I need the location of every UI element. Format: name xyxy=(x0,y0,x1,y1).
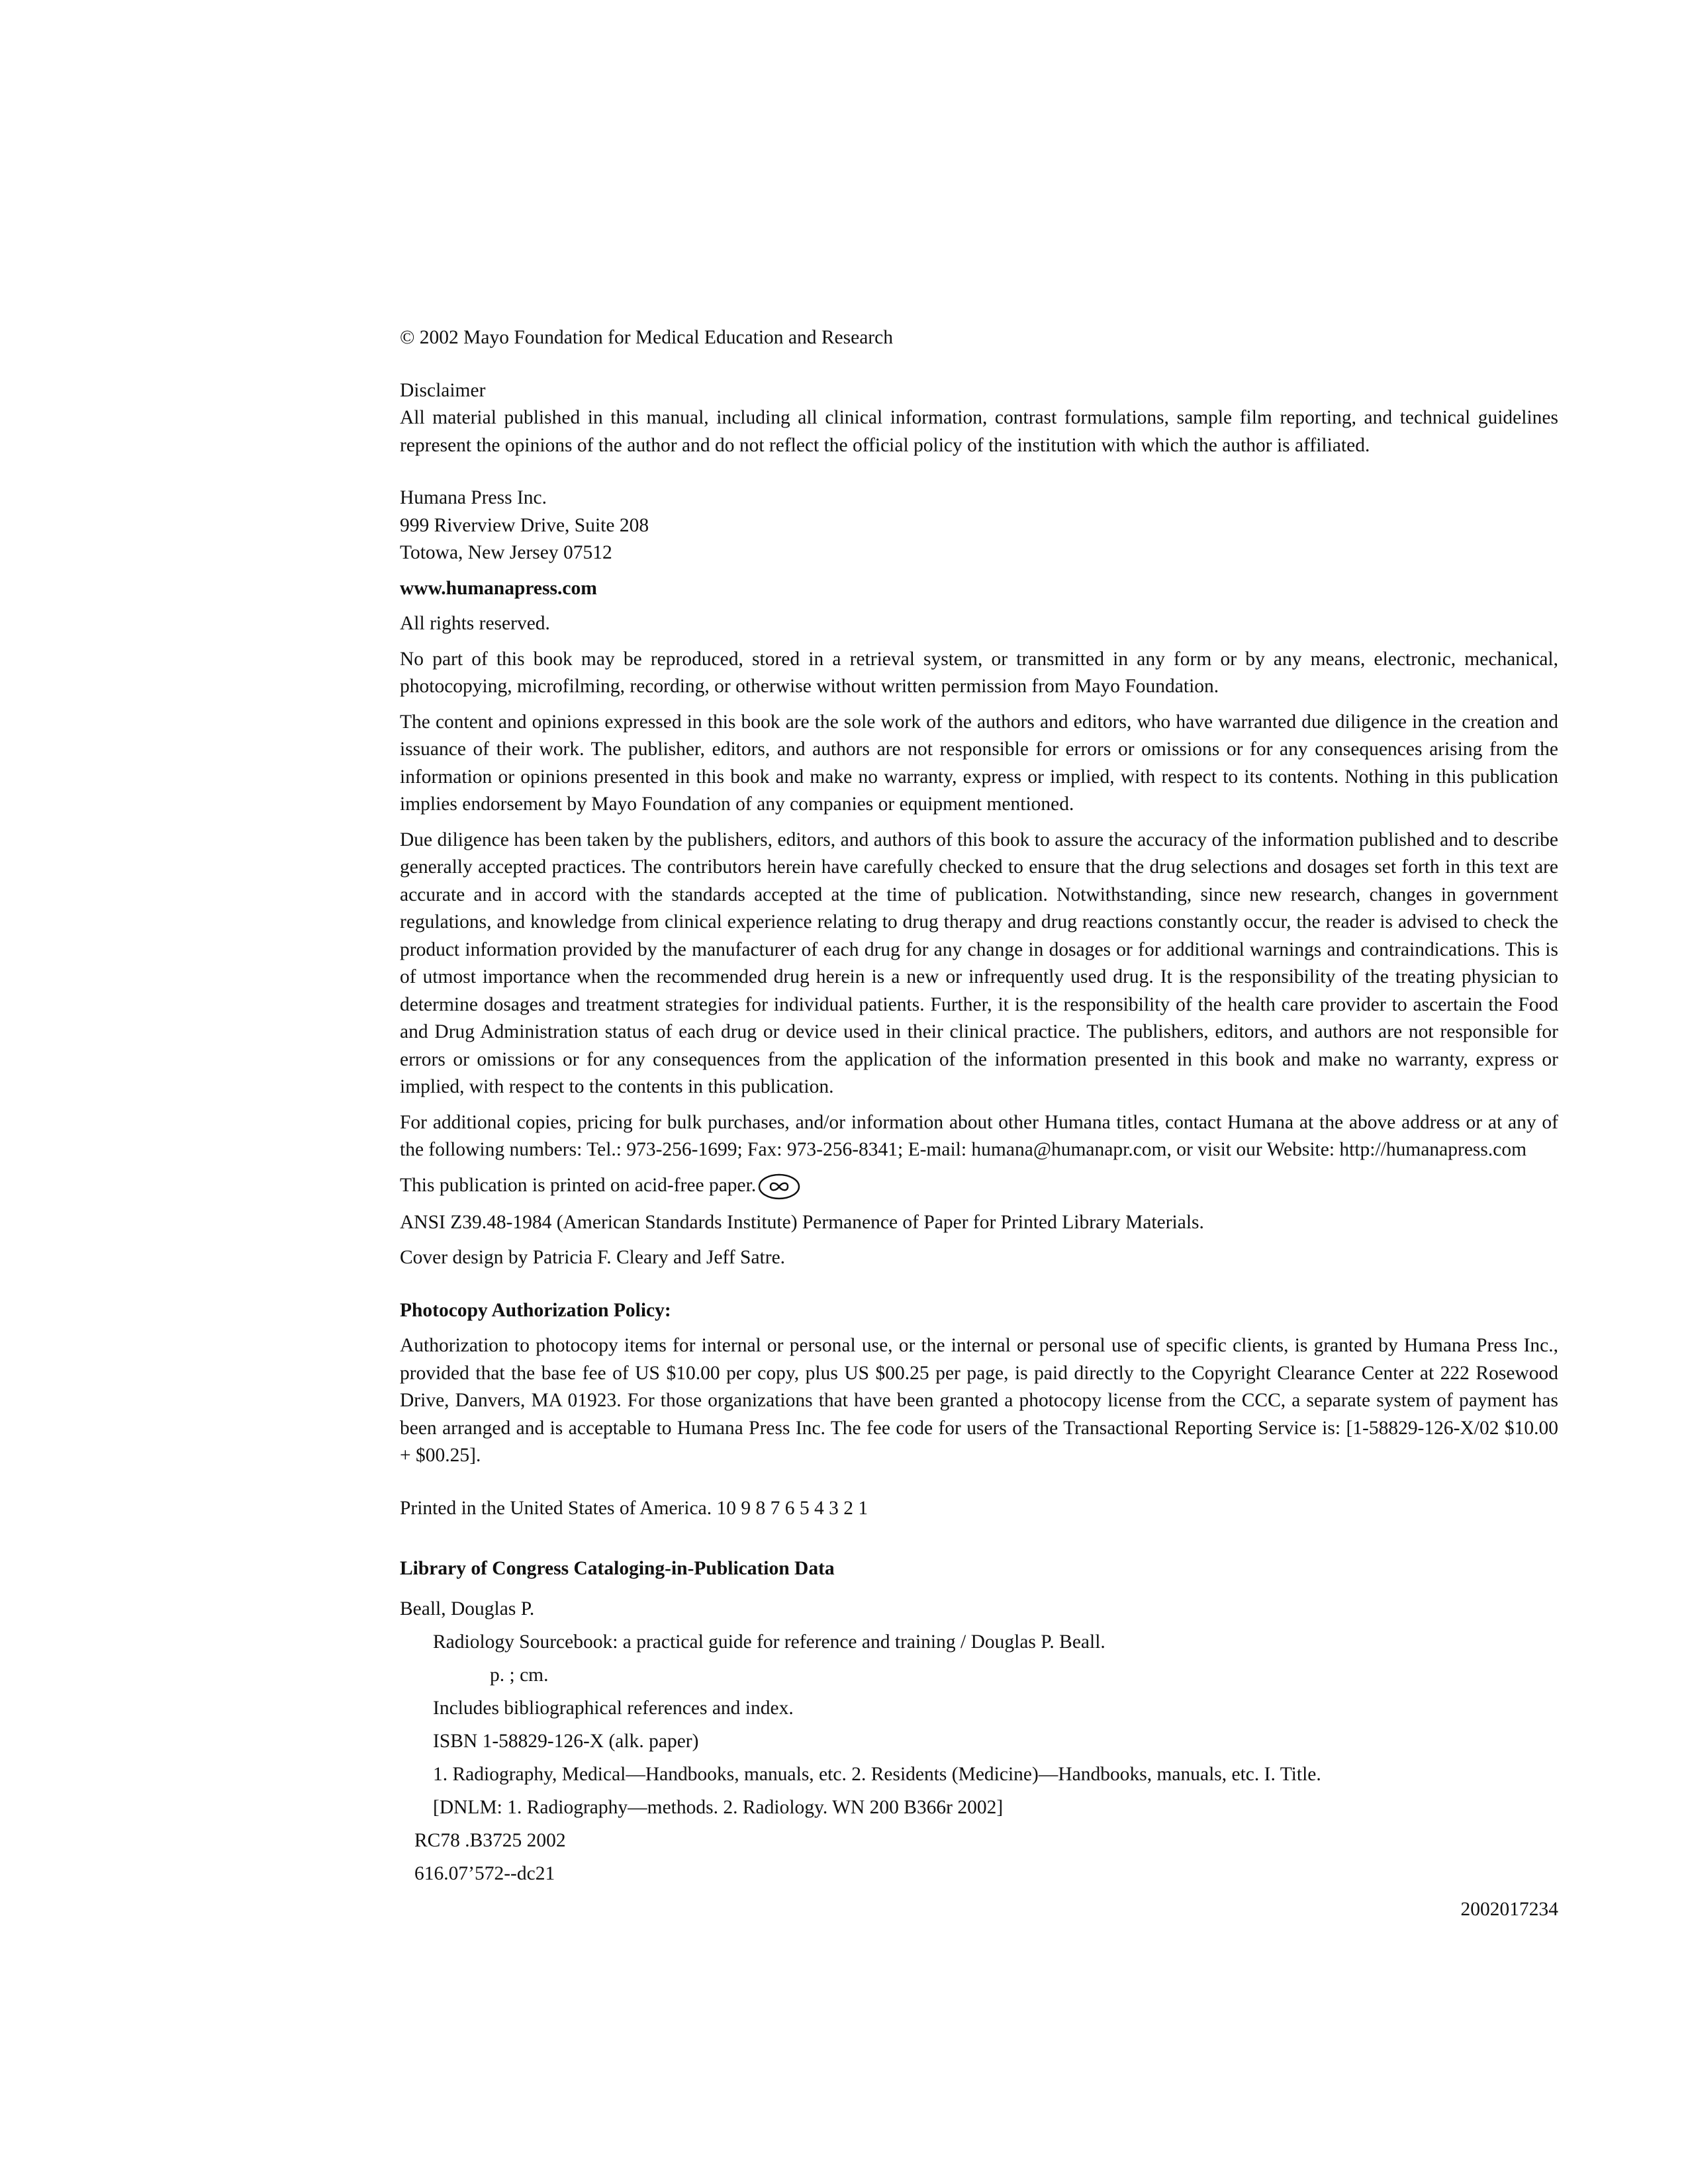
cip-includes: Includes bibliographical references and index. xyxy=(433,1697,794,1719)
cip-dewey: 616.07’572--dc21 xyxy=(414,1862,555,1884)
photocopy-heading: Photocopy Authorization Policy: xyxy=(400,1299,671,1321)
cover-design-line: Cover design by Patricia F. Cleary and Jeff Satre. xyxy=(400,1247,786,1269)
cip-heading: Library of Congress Cataloging-in-Publication Data xyxy=(400,1558,835,1580)
diligence-paragraph: Due diligence has been taken by the publishers, editors, and authors of this book to assure the accuracy of the information published and to describe generally accepted practices. The contributors herein have carefully checked to ensure that the drug selections and dosages set forth in this text are accurate and in accord with the standards accepted at the time of publication. Notwithstanding, since new research, changes in government regulations, and knowledge from clinical experience relating to drug therapy and drug reactions constantly occur, the reader is advised to check the product information provided by the manufacturer of each drug for any change in dosages or for additional warnings and contraindications. This is of utmost importance when the recommended drug herein is a new or infrequently used drug. It is the responsibility of the treating physician to determine dosages and treatment strategies for individual patients. Further, it is the responsibility of the health care provider to ascertain the Food and Drug Administration status of each drug or device used in their clinical practice. The publishers, editors, and authors are not responsible for errors or omissions or for any consequences from the application of the information presented in this book and make no warranty, express or implied, with respect to the contents in this publication. xyxy=(400,829,1558,1097)
disclaimer-text: All material published in this manual, including all clinical information, contrast formulations, sample film reporting, and technical guidelines represent the opinions of the author and do not reflect the official policy of the institution with which the author is affiliated. xyxy=(400,407,1558,456)
publisher-website: www.humanapress.com xyxy=(400,577,597,599)
disclaimer-heading: Disclaimer xyxy=(400,379,486,401)
cip-pages: p. ; cm. xyxy=(490,1664,549,1686)
cip-lc-class: RC78 .B3725 2002 xyxy=(414,1829,566,1851)
acid-free-line xyxy=(400,1172,1558,1201)
acid-free-text: This publication is printed on acid-free paper. xyxy=(400,1174,757,1196)
content-paragraph: The content and opinions expressed in this book are the sole work of the authors and editors, who have warranted due diligence in the creation and issuance of their work. The publisher, editors, and authors are not responsible for errors or omissions or for any consequences arising from the information or opinions presented in this book and make no warranty, express or implied, with respect to its contents. Nothing in this publication implies endorsement by Mayo Foundation of any companies or equipment mentioned. xyxy=(400,711,1558,815)
cip-lccn: 2002017234 xyxy=(1460,1898,1558,1920)
copyright-page xyxy=(400,324,1558,1926)
copies-paragraph: For additional copies, pricing for bulk purchases, and/or information about other Humana titles, contact Humana at the above address or at any of the following numbers: Tel.: 973-256-1699; Fax: 973-256-8341; E-mail: humana@humanapr.com, or visit our Website: http://humanapress.com xyxy=(400,1111,1558,1160)
publisher-name: Humana Press Inc. xyxy=(400,487,547,508)
infinity-circle-icon xyxy=(757,1172,801,1201)
publisher-street: 999 Riverview Drive, Suite 208 xyxy=(400,514,649,536)
publisher-city: Totowa, New Jersey 07512 xyxy=(400,542,612,563)
cip-block xyxy=(400,1592,1558,1926)
printed-line: Printed in the United States of America. 10 9 8 7 6 5 4 3 2 1 xyxy=(400,1497,868,1519)
cip-title: Radiology Sourcebook: a practical guide for reference and training / Douglas P. Beall. xyxy=(433,1631,1105,1653)
cip-subjects: 1. Radiography, Medical—Handbooks, manuals, etc. 2. Residents (Medicine)—Handbooks, manuals, etc. I. Title. xyxy=(433,1763,1321,1785)
rights-reserved: All rights reserved. xyxy=(400,613,550,634)
cip-author: Beall, Douglas P. xyxy=(400,1598,535,1619)
copyright-line: © 2002 Mayo Foundation for Medical Education and Research xyxy=(400,327,893,348)
ansi-line: ANSI Z39.48-1984 (American Standards Institute) Permanence of Paper for Printed Library Materials. xyxy=(400,1211,1204,1233)
cip-isbn: ISBN 1-58829-126-X (alk. paper) xyxy=(433,1730,699,1752)
reproduction-paragraph: No part of this book may be reproduced, stored in a retrieval system, or transmitted in any form or by any means, electronic, mechanical, photocopying, microfilming, recording, or otherwise without written permission from Mayo Foundation. xyxy=(400,648,1558,697)
cip-dnlm: [DNLM: 1. Radiography—methods. 2. Radiology. WN 200 B366r 2002] xyxy=(433,1796,1004,1818)
photocopy-text: Authorization to photocopy items for internal or personal use, or the internal or personal use of specific clients, is granted by Humana Press Inc., provided that the base fee of US $10.00 per copy, plus US $00.25 per page, is paid directly to the Copyright Clearance Center at 222 Rosewood Drive, Danvers, MA 01923. For those organizations that have been granted a photocopy license from the CCC, a separate system of payment has been arranged and is acceptable to Humana Press Inc. The fee code for users of the Transactional Reporting Service is: [1-58829-126-X/02 $10.00 + $00.25]. xyxy=(400,1335,1558,1467)
